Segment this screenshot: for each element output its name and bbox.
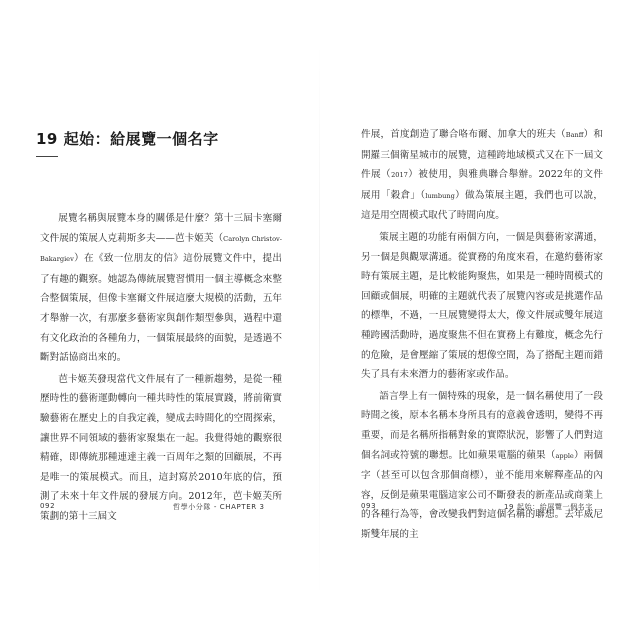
paragraph <box>40 209 282 368</box>
left-body-text <box>40 209 282 529</box>
text-run: ）和開羅三個衛星城市的展覽，這種跨地域模式又在下一屆文件展（ <box>361 129 604 181</box>
text-run: 語言學上有一個特殊的現象，是一個名稱使用了一段時間之後，原本名稱本身所具有的意義會透明，變得不再重要，而是名稱所指稱對象的實際狀況，影響了人們對這個名詞或符號的聯想。比如蘋果電腦的蘋果（ <box>361 390 603 461</box>
text-run: 策展主題的功能有兩個方向，一個是與藝術家溝通，另一個是與觀眾溝通。從實務的角度來看，在邀約藝術家時有策展主題，是比較能夠聚焦，如果是一種時間模式的回顧或個展，明確的主題就代表了展覽內容或是挑選作品的標準，不過，一旦展覽變得太大，像文件展或雙年展這種跨國活動時，過度聚焦不但在實務上有難度，概念先行的危險，是會壓縮了策展的想像空間，為了搭配主題而錯失了具有未來潛力的藝術家或作品。 <box>361 231 603 381</box>
chapter-title: 19 起始：給展覽一個名字 <box>36 130 219 148</box>
text-run: 件展，首度創造了聯合咯布爾、加拿大的班夫（ <box>361 129 566 140</box>
latin-name-run: lumbung <box>425 191 455 200</box>
text-run: 展覽名稱與展覽本身的關係是什麼？第十三屆卡塞爾文件展的策展人克莉斯多夫——芭卡姬芙（ <box>40 213 282 244</box>
text-run: 芭卡姬芙發現當代文件展有了一種新趨勢，是從一種歷時性的藝術運動轉向一種共時性的策展實踐，將前衛實驗藝術在歷史上的自我定義，變成去時間化的空間探索，讓世界不同領域的藝術家聚集在一起。我覺得她的觀察很精確，即傳統那種連達主義一百周年之類的回顧展，不再是唯一的策展模式。而且，這封寫於2010年底的信，預測了未來十年文件展的發展方向。2012年，芭卡姬芙所策劃的第十三屆文 <box>40 373 282 522</box>
page-number: 092 <box>40 502 56 510</box>
latin-name-run: 2017 <box>391 171 408 180</box>
paragraph <box>361 228 603 385</box>
paragraph <box>361 387 603 545</box>
text-run: ）做為策展主題，我們也可以說，這是用空間模式取代了時間向度。 <box>361 189 603 222</box>
latin-name-run: apple <box>555 451 574 460</box>
running-head: 19 起始：給展覽一個名字 <box>504 503 593 511</box>
text-run: ）被使用，與雅典聯合舉辦。2022年的文件展用「穀倉」（ <box>361 169 603 201</box>
page-number: 093 <box>361 502 377 510</box>
right-page <box>320 0 640 640</box>
title-rule <box>36 156 58 157</box>
running-head: 哲學小分隊 - CHAPTER 3 <box>173 503 265 511</box>
paragraph <box>361 125 603 226</box>
latin-name-run: Carolyn Christov-Bakargiev <box>40 234 282 264</box>
text-run: ）兩個字（甚至可以包含那個商標），並不能用來解釋產品的內容，反倒是蘋果電腦這家公司不斷發表的新產品或商業上的各種行為等，會改變我們對這個名稱的聯想。去年威尼斯雙年展的主 <box>361 449 604 540</box>
text-run: ）在《致一位朋友的信》這份展覽文件中，提出了有趣的觀察。她認為傳統展覽習慣用一個主導概念來整合整個策展，但像卡塞爾文件展這麼大規模的活動，五年才舉辦一次，有那麼多藝術家與創作類型參與，過程中還有文化政治的各種角力，一個策展最終的面貌，是透過不斷對話協商出來的。 <box>40 253 282 364</box>
right-body-text <box>361 125 603 546</box>
latin-name-run: Banff <box>565 131 584 139</box>
